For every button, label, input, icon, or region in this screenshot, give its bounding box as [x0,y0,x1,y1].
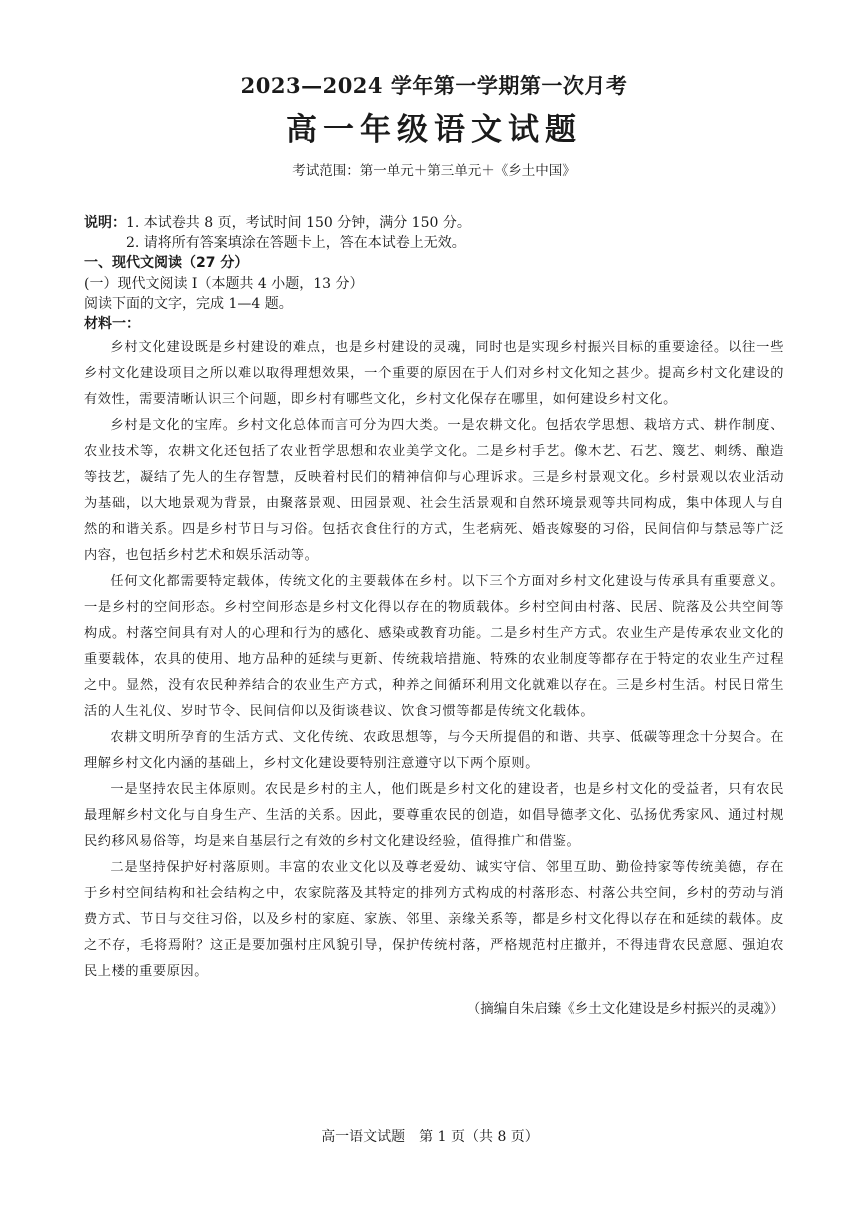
instruction-line-1 [84,213,784,233]
material-source: （摘编自朱启臻《乡土文化建设是乡村振兴的灵魂》） [466,1001,784,1017]
material-paragraph-3: 任何文化都需要特定载体，传统文化的主要载体在乡村。以下三个方面对乡村文化建设与传承具有重要意义。一是乡村的空间形态。乡村空间形态是乡村文化得以存在的物质载体。乡村空间由村落、民居、院落及公共空间等构成。村落空间具有对人的心理和行为的感化、感染或教育功能。二是乡村生产方式。农业生产是传承农业文化的重要载体，农具的使用、地方品种的延续与更新、传统栽培措施、特殊的农业制度等都存在于特定的农业生产过程之中。显然，没有农民种养结合的农业生产方式，种养之间循环利用文化就难以存在。三是乡村生活。村民日常生活的人生礼仪、岁时节令、民间信仰以及街谈巷议、饮食习惯等都是传统文化载体。 [84,574,784,719]
instruction-label: 说明： [84,215,126,231]
material-paragraph-2: 乡村是文化的宝库。乡村文化总体而言可分为四大类。一是农耕文化。包括农学思想、栽培方式、耕作制度、农业技术等，农耕文化还包括了农业哲学思想和农业美学文化。二是乡村手艺。像木艺、石艺、篾艺、刺绣、酿造等技艺，凝结了先人的生存智慧，反映着村民们的精神信仰与心理诉求。三是乡村景观文化。乡村景观以农业活动为基础，以大地景观为背景，由聚落景观、田园景观、社会生活景观和自然环境景观等共同构成，集中体现人与自然的和谐关系。四是乡村节日与习俗。包括衣食住行的方式，生老病死、婚丧嫁娶的习俗，民间信仰与禁忌等广泛内容，也包括乡村艺术和娱乐活动等。 [84,418,784,563]
material-body [84,335,784,985]
material-paragraph-5: 一是坚持农民主体原则。农民是乡村的主人，他们既是乡村文化的建设者，也是乡村文化的受益者，只有农民最理解乡村文化与自身生产、生活的关系。因此，要尊重农民的创造，如倡导德孝文化、弘扬优秀家风、通过村规民约移风易俗等，均是来自基层行之有效的乡村文化建设经验，值得推广和借鉴。 [84,782,784,849]
sub-section-heading: (一）现代文阅读 I（本题共 4 小题，13 分） [84,276,364,292]
instruction-item-2: 2. 请将所有答案填涂在答题卡上，答在本试卷上无效。 [126,235,466,251]
exam-subject-title: 高一年级语文试题 [286,112,582,148]
material-paragraph-4: 农耕文明所孕育的生活方式、文化传统、农政思想等，与今天所提倡的和谐、共享、低碳等理念十分契合。在理解乡村文化内涵的基础上，乡村文化建设要特别注意遵守以下两个原则。 [84,730,784,771]
exam-scope: 考试范围：第一单元＋第三单元＋《乡土中国》 [292,163,576,179]
exam-term-title: 2023—2024 学年第一学期第一次月考 [240,73,628,98]
section-heading: 一、现代文阅读（27 分） [84,255,249,271]
page-footer: 高一语文试题 第 1 页（共 8 页） [321,1129,539,1145]
material-paragraph-6: 二是坚持保护好村落原则。丰富的农业文化以及尊老爱幼、诚实守信、邻里互助、勤俭持家等传统美德，存在于乡村空间结构和社会结构之中，农家院落及其特定的排列方式构成的村落形态、村落公共空间，乡村的劳动与消费方式、节日与交往习俗，以及乡村的家庭、家族、邻里、亲缘关系等，都是乡村文化得以存在和延续的载体。皮之不存，毛将焉附？这正是要加强村庄风貌引导，保护传统村落，严格规范村庄撤并，不得违背农民意愿、强迫农民上楼的重要原因。 [84,860,784,979]
material-paragraph-1: 乡村文化建设既是乡村建设的难点，也是乡村建设的灵魂，同时也是实现乡村振兴目标的重要途径。以往一些乡村文化建设项目之所以难以取得理想效果，一个重要的原因在于人们对乡村文化知之甚少。提高乡村文化建设的有效性，需要清晰认识三个问题，即乡村有哪些文化，乡村文化保存在哪里，如何建设乡村文化。 [84,340,784,407]
reading-prompt: 阅读下面的文字，完成 1—4 题。 [84,296,293,312]
instruction-line-2 [84,233,784,253]
instruction-item-1: 1. 本试卷共 8 页，考试时间 150 分钟，满分 150 分。 [126,215,471,231]
material-label: 材料一： [84,316,140,332]
